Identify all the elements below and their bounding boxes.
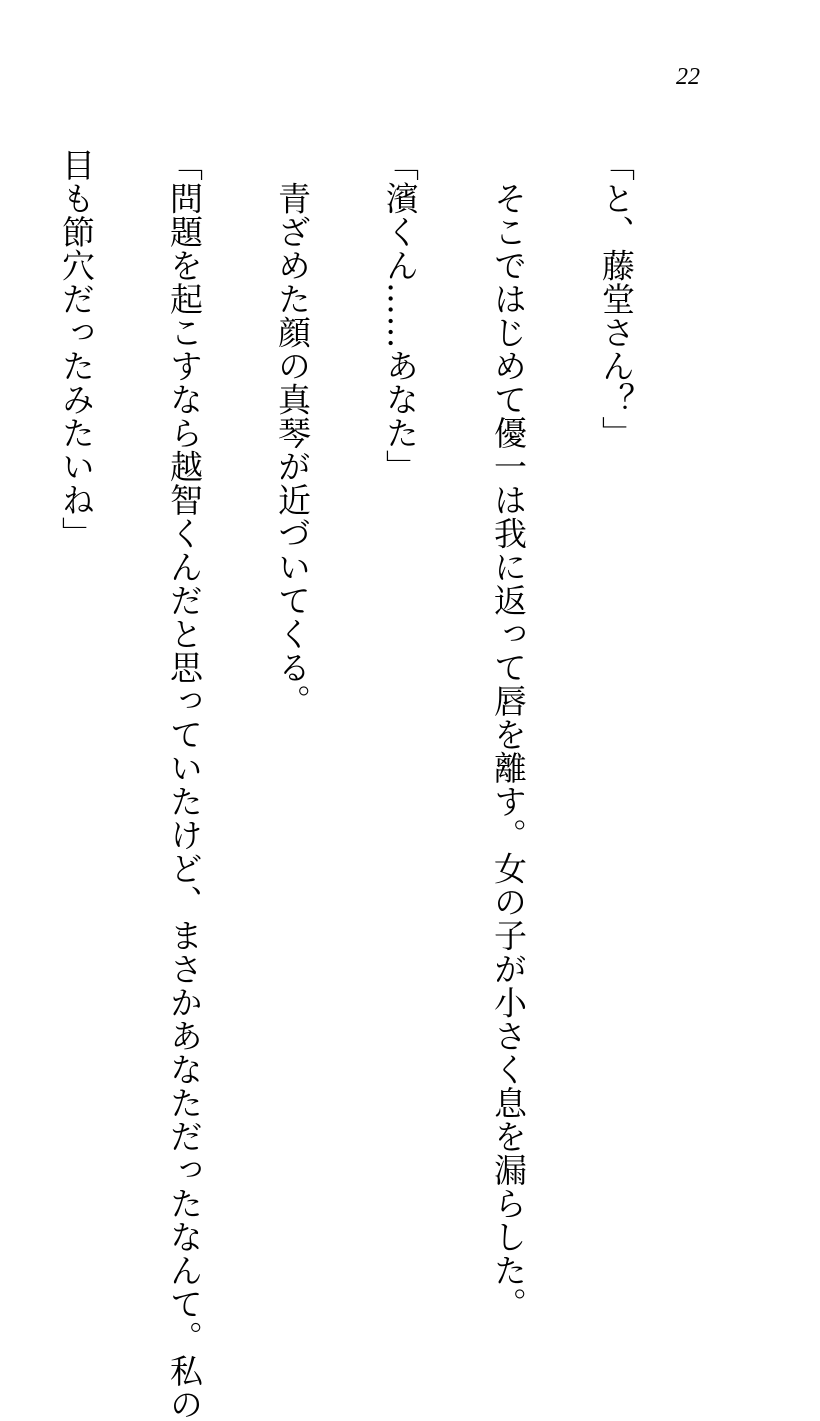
vertical-text-body bbox=[57, 148, 706, 1421]
text-line: 青ざめた顔の真琴が近づいてくる。 bbox=[273, 148, 312, 718]
text-line: そこではじめて優一は我に返って唇を離す。女の子が小さく息を漏らした。 bbox=[489, 148, 528, 1321]
text-line: 「と、藤堂さん？」 bbox=[597, 148, 636, 450]
text-line: 「濱くん……あなた」 bbox=[381, 148, 420, 483]
text-line: 「問題を起こすなら越智くんだと思っていたけど、まさかあなただったなんて。私の bbox=[165, 148, 204, 1421]
page-number: 22 bbox=[676, 64, 700, 90]
text-line: 目も節穴だったみたいね」 bbox=[57, 148, 96, 550]
